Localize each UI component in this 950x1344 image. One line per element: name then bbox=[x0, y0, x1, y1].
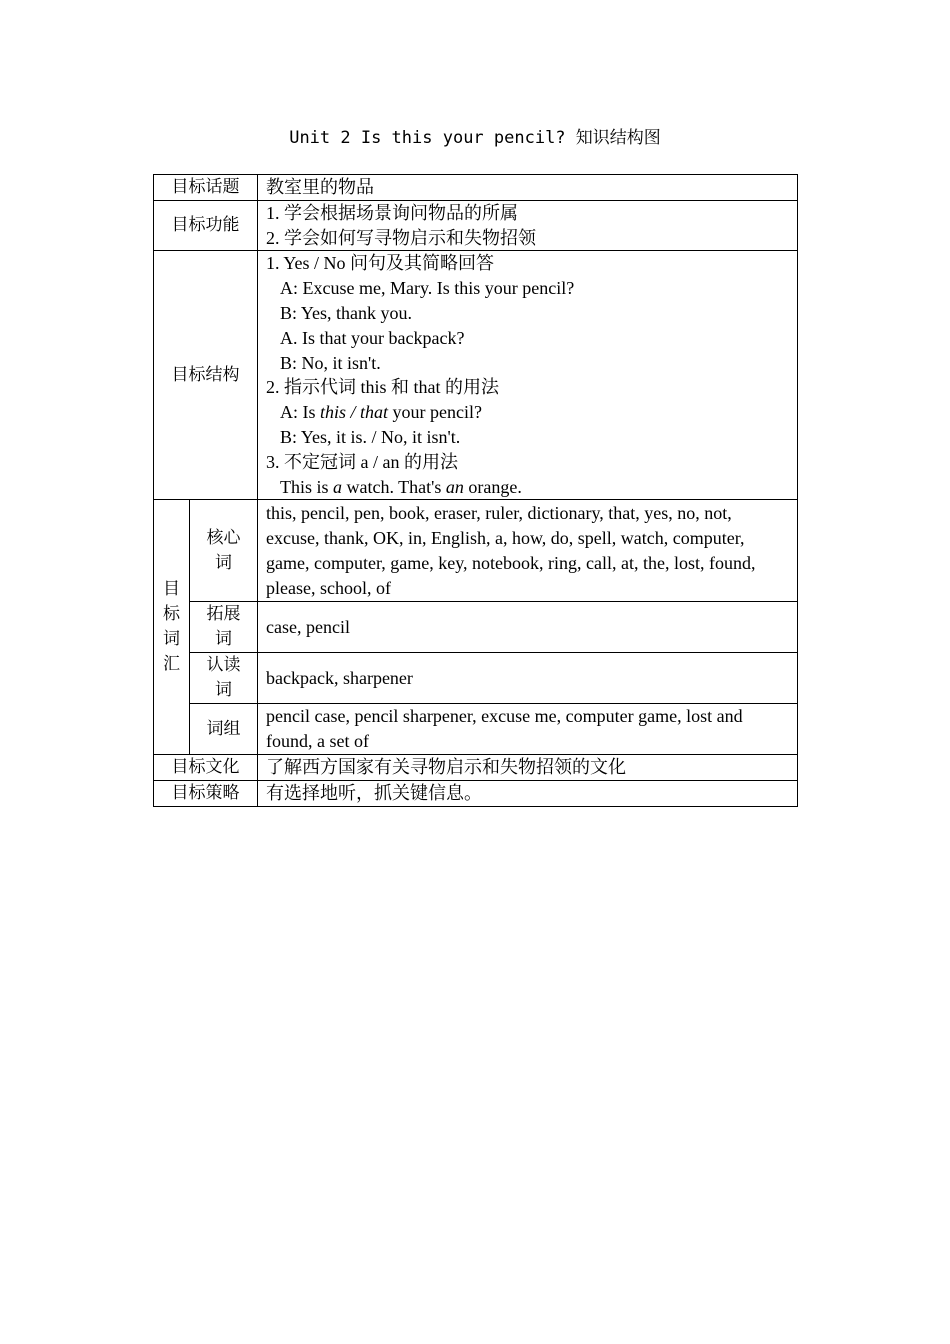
structure-line: B: Yes, it is. / No, it isn't. bbox=[280, 426, 461, 447]
culture-content: 了解西方国家有关寻物启示和失物招领的文化 bbox=[258, 754, 798, 780]
structure-line bbox=[266, 400, 789, 425]
recognize-words-content: backpack, sharpener bbox=[258, 653, 798, 704]
text-run: This is bbox=[280, 476, 334, 497]
topic-content: 教室里的物品 bbox=[258, 175, 798, 201]
recognize-words-label: 认读词 bbox=[190, 653, 258, 704]
row-topic bbox=[154, 175, 798, 201]
structure-line: A. Is that your backpack? bbox=[280, 327, 465, 348]
text-run: your pencil? bbox=[388, 402, 482, 423]
strategy-content: 有选择地听，抓关键信息。 bbox=[258, 780, 798, 806]
function-content bbox=[258, 200, 798, 251]
core-words-content: this, pencil, pen, book, eraser, ruler, dictionary, that, yes, no, not, excuse, thank, OK, in, English, a, how, do, spell, watch, computer, game, computer, game, key, notebook, ring, call, at, the, lost, found, please, school, of bbox=[258, 500, 798, 602]
topic-label: 目标话题 bbox=[154, 175, 258, 201]
structure-line: A: Excuse me, Mary. Is this your pencil? bbox=[280, 278, 575, 299]
row-function bbox=[154, 200, 798, 251]
function-label: 目标功能 bbox=[154, 200, 258, 251]
italic-text: a bbox=[333, 476, 343, 497]
phrases-content: pencil case, pencil sharpener, excuse me, computer game, lost and found, a set of bbox=[258, 704, 798, 755]
structure-line: 2. 指示代词 this 和 that 的用法 bbox=[266, 377, 499, 398]
function-line: 1. 学会根据场景询问物品的所属 bbox=[266, 202, 518, 223]
structure-line: B: Yes, thank you. bbox=[280, 302, 413, 323]
function-line: 2. 学会如何写寻物启示和失物招领 bbox=[266, 227, 536, 248]
knowledge-structure-table bbox=[153, 174, 798, 807]
structure-content bbox=[258, 251, 798, 500]
text-run: watch. That's bbox=[342, 476, 446, 497]
extended-words-content: case, pencil bbox=[258, 602, 798, 653]
row-vocab-extended bbox=[154, 602, 798, 653]
row-culture bbox=[154, 754, 798, 780]
italic-text: this / that bbox=[320, 402, 389, 423]
row-structure bbox=[154, 251, 798, 500]
strategy-label: 目标策略 bbox=[154, 780, 258, 806]
page-title: Unit 2 Is this your pencil? 知识结构图 bbox=[289, 128, 661, 148]
row-vocab-phrases bbox=[154, 704, 798, 755]
row-strategy bbox=[154, 780, 798, 806]
culture-label: 目标文化 bbox=[154, 754, 258, 780]
vocab-label: 目标词汇 bbox=[154, 500, 190, 755]
structure-label: 目标结构 bbox=[154, 251, 258, 500]
phrases-label: 词组 bbox=[190, 704, 258, 755]
text-run: orange. bbox=[463, 476, 522, 497]
structure-line: 1. Yes / No 问句及其简略回答 bbox=[266, 253, 495, 274]
structure-line: 3. 不定冠词 a / an 的用法 bbox=[266, 451, 458, 472]
text-run: A: Is bbox=[280, 402, 320, 423]
structure-line: B: No, it isn't. bbox=[280, 352, 381, 373]
row-vocab-core bbox=[154, 500, 798, 602]
extended-words-label: 拓展词 bbox=[190, 602, 258, 653]
core-words-label: 核心词 bbox=[190, 500, 258, 602]
row-vocab-recognize bbox=[154, 653, 798, 704]
structure-line bbox=[266, 475, 789, 500]
italic-text: an bbox=[445, 476, 464, 497]
